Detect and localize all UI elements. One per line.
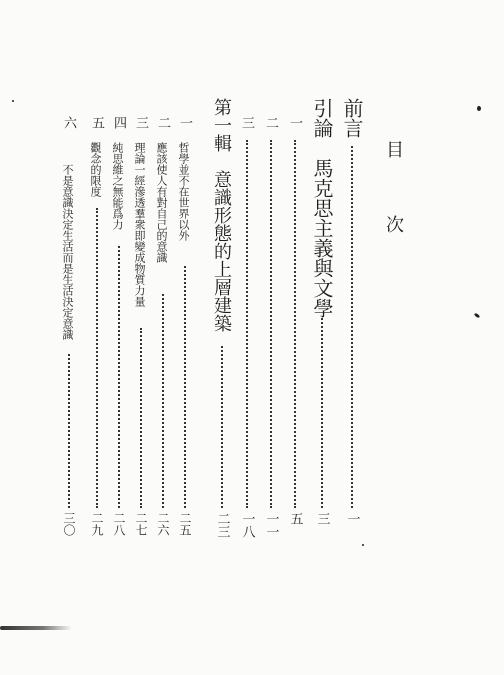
section-number: 二 xyxy=(155,116,170,129)
page-number: 一八 xyxy=(239,512,255,538)
section-number: 三 xyxy=(239,116,254,129)
toc-entry-part-1[interactable] xyxy=(210,98,234,538)
toc-entry-section-3[interactable] xyxy=(238,116,256,538)
entry-title: 引論 馬克思主義與文學 xyxy=(310,98,334,318)
entry-title: 觀念的限度 xyxy=(89,142,102,197)
dot-leader xyxy=(118,246,120,508)
entry-title: 純思維之無能爲力 xyxy=(111,142,124,230)
scan-speck xyxy=(12,100,14,102)
toc-entry-introduction[interactable] xyxy=(310,98,334,538)
page-number: 一 xyxy=(344,512,360,525)
section-number: 三 xyxy=(133,116,148,129)
dot-leader xyxy=(246,140,248,508)
toc-title: 目 次 xyxy=(383,140,404,251)
toc-entry-1-1[interactable] xyxy=(176,116,194,538)
entry-title: 不是意識決定生活而是生活決定意識 xyxy=(61,164,74,340)
entry-title: 理論一經滲透羣衆即變成物質力量 xyxy=(133,142,146,307)
toc-entry-1-4[interactable] xyxy=(110,116,128,538)
page-number: 三〇 xyxy=(62,512,76,536)
page-number: 二七 xyxy=(134,512,148,536)
scan-speck xyxy=(362,544,364,546)
page-number: 三 xyxy=(314,512,330,525)
page-number: 二三 xyxy=(214,512,230,538)
toc-entry-1-5[interactable] xyxy=(88,116,106,538)
dot-leader xyxy=(294,140,296,508)
toc-entry-1-2[interactable] xyxy=(154,116,172,538)
section-number: 一 xyxy=(177,116,192,129)
page-number: 一一 xyxy=(263,512,279,538)
page-number: 二九 xyxy=(90,512,104,536)
scan-edge-artifact xyxy=(0,626,72,630)
dot-leader xyxy=(184,266,186,508)
dot-leader xyxy=(140,328,142,508)
section-number: 五 xyxy=(89,116,104,129)
dot-leader xyxy=(351,146,353,508)
page-number: 二六 xyxy=(156,512,170,536)
toc-entry-section-2[interactable] xyxy=(262,116,280,538)
section-number: 四 xyxy=(111,116,126,129)
dot-leader xyxy=(162,294,164,508)
page-number: 二五 xyxy=(178,512,192,536)
toc-entry-1-3[interactable] xyxy=(132,116,150,538)
entry-title: 前言 xyxy=(340,98,364,138)
dot-leader xyxy=(321,318,323,508)
section-number: 二 xyxy=(263,116,278,129)
dot-leader xyxy=(221,346,223,508)
entry-title: 第一輯 意識形態的上層建築 xyxy=(211,98,232,332)
entry-title: 哲學並不在世界以外 xyxy=(177,142,190,241)
toc-entry-1-6[interactable] xyxy=(60,116,78,538)
section-number: 一 xyxy=(287,116,302,129)
toc-entry-preface[interactable] xyxy=(340,98,364,538)
scan-speck xyxy=(477,106,481,111)
dot-leader xyxy=(96,208,98,508)
section-number: 六 xyxy=(61,116,76,129)
toc-entry-section-1[interactable] xyxy=(286,116,304,538)
page-number: 二八 xyxy=(112,512,126,536)
dot-leader xyxy=(270,140,272,508)
page-number: 五 xyxy=(287,512,303,525)
dot-leader xyxy=(68,354,70,508)
scan-speck xyxy=(474,313,481,319)
entry-title: 應該使人有對自己的意識 xyxy=(155,142,168,263)
